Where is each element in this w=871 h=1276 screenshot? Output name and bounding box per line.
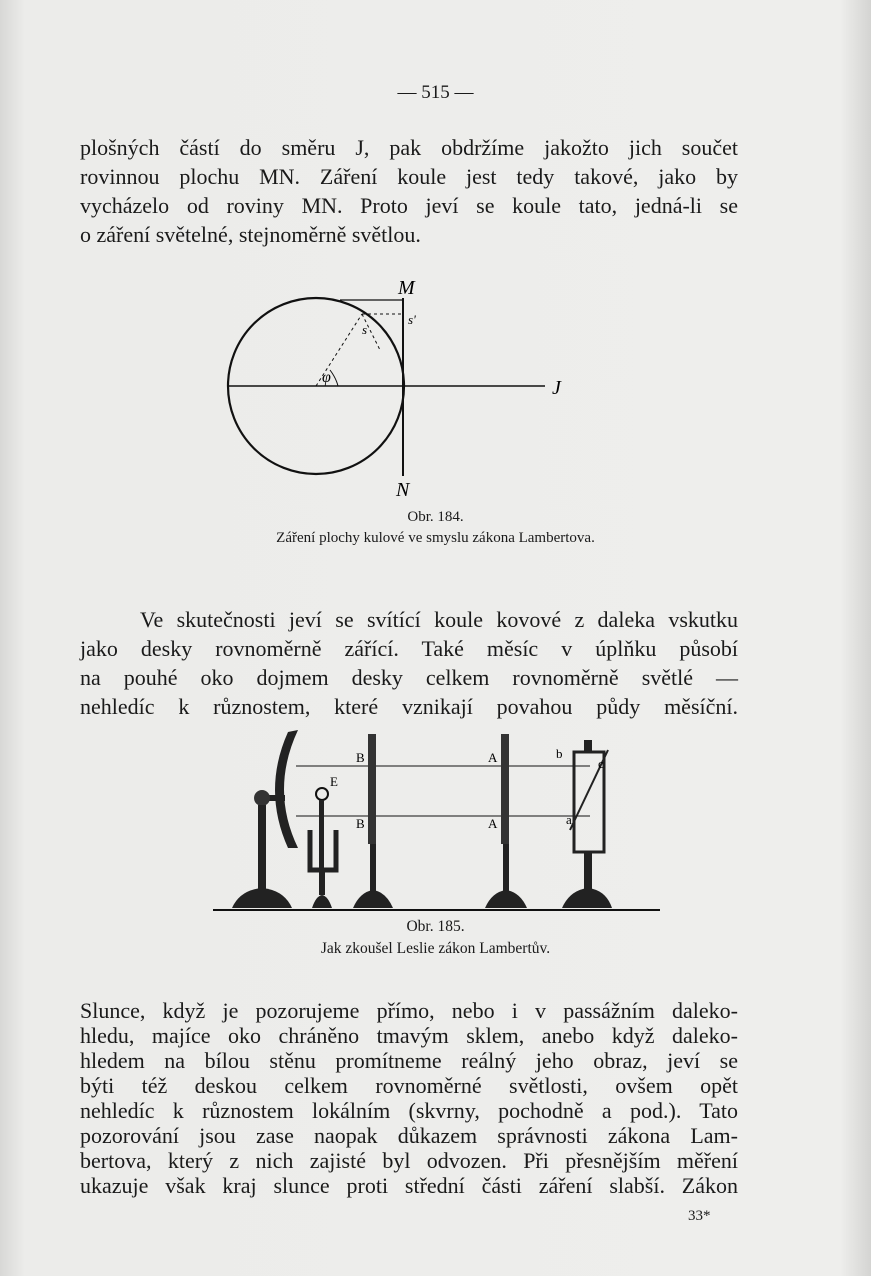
text-line: bertova, který z nich zajisté byl odvozen. Při přesnějším měření [80,1148,738,1173]
text-line: hledu, majíce oko chráněno tmavým sklem, anebo když daleko- [80,1023,738,1048]
figure-184-number: Obr. 184. [407,509,464,525]
label-n: N [396,479,410,500]
paragraph-3 [80,998,738,1198]
paragraph-1 [80,133,738,249]
text-line: Ve skutečnosti jeví se svítící koule kovové z daleka vskutku [140,607,738,632]
label-a-top: A [488,750,498,765]
text-line: hledem na bílou stěnu promítneme reálný jeho obraz, jeví se [80,1048,738,1073]
page-number: — 515 — [397,82,474,103]
paragraph-2 [80,605,738,721]
angle-arc [330,370,338,386]
signature-mark: 33* [688,1208,711,1224]
figure-185-caption: Jak zkoušel Leslie zákon Lambertův. [320,940,551,957]
text-line: pozorování jsou zase naopak důkazem správnosti zákona Lam- [80,1123,738,1148]
label-j: J [552,377,561,399]
figure-185-number: Obr. 185. [406,918,465,935]
figure-184-diagram [0,270,871,500]
text-line: na pouhé oko dojmem desky celkem rovnoměrně světlé — [80,665,738,690]
label-m: M [398,277,415,299]
text-line: rovinnou plochu MN. Záření koule jest tedy takové, jako by [80,164,738,189]
text-line: o záření světelné, stejnoměrně světlou. [80,222,421,247]
text-line: nehledíc k různostem lokálním (skvrny, pochodně a pod.). Tato [80,1098,738,1123]
text-line: nehledíc k různostem, které vznikají povahou půdy měsíční. [80,694,738,719]
figure-184-caption: Záření plochy kulové ve smyslu zákona Lambertova. [276,530,595,546]
figure-185-apparatus [0,720,871,915]
label-b-bottom: B [356,816,365,831]
text-line: ukazuje však kraj slunce proti střední části záření slabší. Zákon [80,1173,738,1198]
label-e: E [330,774,338,789]
text-line: býti též deskou celkem rovnoměrné světlosti, ovšem opět [80,1073,738,1098]
label-s: s [362,322,368,337]
label-s-prime: s' [408,312,416,327]
label-b-top: B [356,750,365,765]
label-phi: φ [322,369,331,386]
light-source-e [310,788,336,908]
text-line: vycházelo od roviny MN. Proto jeví se koule tato, jedná-li se [80,193,738,218]
text-line: plošných částí do směru J, pak obdržíme jakožto jich součet [80,135,738,160]
text-line: jako desky rovnoměrně zářící. Také měsíc v úplňku působí [80,636,738,661]
label-a-bottom: A [488,816,498,831]
text-line: Slunce, když je pozorujeme přímo, nebo i v passážním daleko- [80,998,738,1023]
label-a-small: a [566,812,572,827]
label-b-small: b [556,746,563,761]
label-c: c [598,756,604,771]
concave-mirror [232,730,298,908]
